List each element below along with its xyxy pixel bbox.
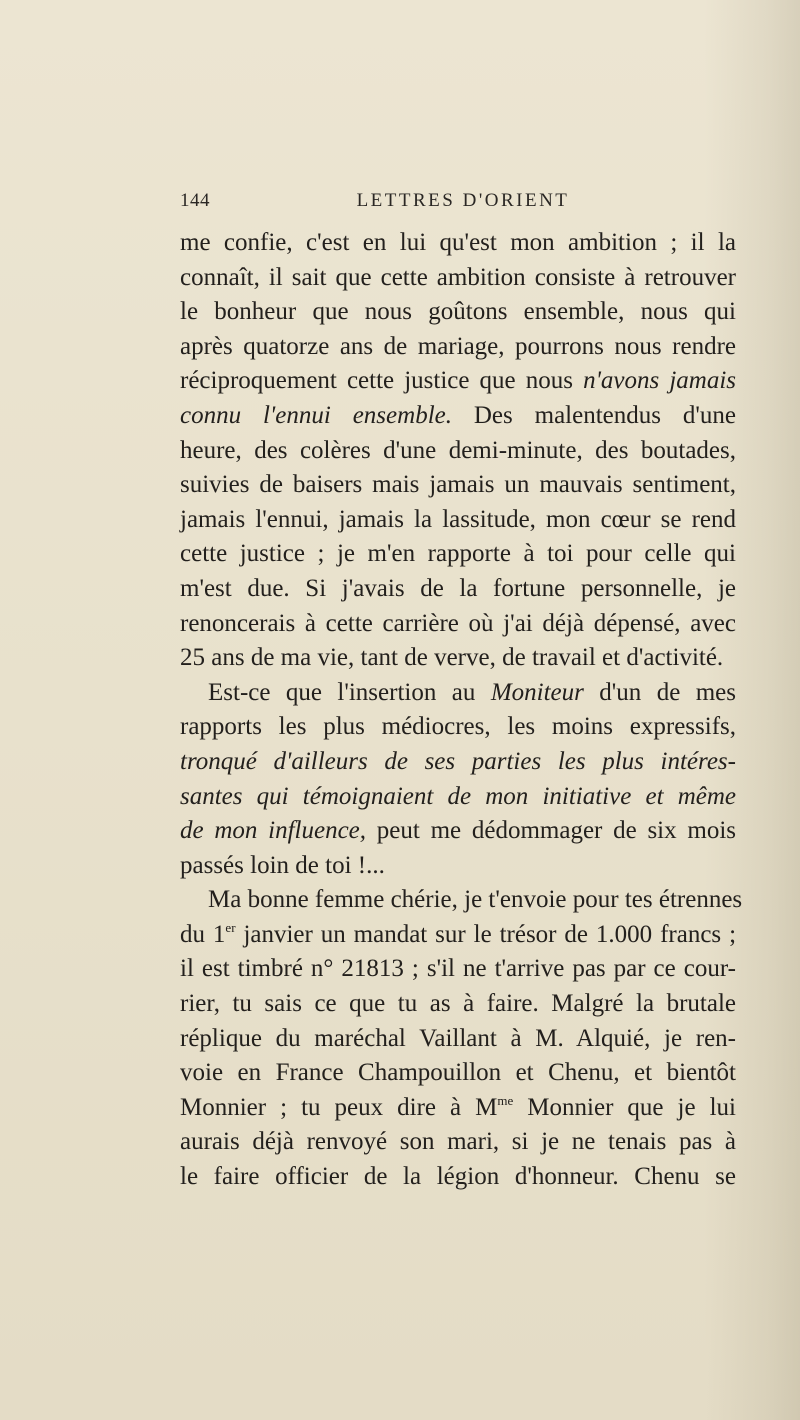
- text-line: [180, 468, 736, 503]
- text-line: [180, 399, 736, 434]
- italic-text: de mon influence,: [180, 817, 367, 845]
- text-line: [180, 814, 736, 849]
- text-segment: heure, des colères d'une demi-minute, des boutades,: [180, 436, 736, 464]
- text-line: [180, 1125, 736, 1160]
- text-line: [180, 226, 736, 261]
- text-segment: m'est due. Si j'avais de la fortune personnelle, je: [180, 574, 736, 602]
- text-segment: Monnier que je lui: [513, 1093, 736, 1121]
- text-line: [180, 849, 736, 884]
- text-line: [180, 745, 736, 780]
- text-segment: 25 ans de ma vie, tant de verve, de travail et d'activité.: [180, 644, 724, 672]
- superscript: me: [497, 1092, 514, 1108]
- body-text: [180, 226, 743, 1195]
- text-line: [180, 572, 736, 607]
- text-segment: jamais l'ennui, jamais la lassitude, mon cœur se rend: [180, 505, 736, 533]
- running-head: [180, 190, 736, 220]
- text-line: [180, 1160, 736, 1195]
- text-line: [180, 987, 736, 1022]
- text-segment: réciproquement cette justice que nous: [180, 367, 584, 395]
- text-segment: renoncerais à cette carrière où j'ai déjà dépensé, avec: [180, 609, 736, 637]
- text-segment: le faire officier de la légion d'honneur. Chenu se: [180, 1163, 736, 1191]
- text-line: [180, 503, 736, 538]
- superscript: er: [225, 919, 236, 935]
- text-line: [180, 1056, 736, 1091]
- text-line: [180, 641, 736, 676]
- text-segment: rapports les plus médiocres, les moins expressifs,: [180, 713, 736, 741]
- text-segment: peut me dédommager de six mois: [366, 817, 737, 845]
- text-segment: me confie, c'est en lui qu'est mon ambition ; il la: [180, 229, 736, 256]
- page-number: 144: [180, 190, 210, 211]
- text-segment: connaît, il sait que cette ambition consiste à retrouver: [180, 263, 736, 291]
- text-segment: Ma bonne femme chérie, je t'envoie pour tes étrennes: [208, 886, 743, 914]
- text-segment: janvier un mandat sur le trésor de 1.000 francs ;: [235, 920, 737, 948]
- text-segment: d'un de mes: [583, 678, 737, 706]
- text-line: [180, 434, 736, 469]
- text-line: [180, 261, 736, 296]
- text-segment: Monnier ; tu peux dire à M: [180, 1093, 498, 1121]
- text-line: [180, 607, 736, 642]
- text-segment: Est-ce que l'insertion au: [208, 678, 491, 706]
- text-line: [180, 537, 736, 572]
- text-segment: du 1: [180, 920, 226, 948]
- text-segment: rier, tu sais ce que tu as à faire. Malgré la brutale: [180, 990, 736, 1018]
- text-segment: Des malentendus d'une: [451, 401, 736, 429]
- text-segment: après quatorze ans de mariage, pourrons nous rendre: [180, 332, 736, 360]
- italic-text: Moniteur: [490, 678, 584, 706]
- text-segment: suivies de baisers mais jamais un mauvais sentiment,: [180, 471, 736, 499]
- text-line: [180, 364, 736, 399]
- text-line: [180, 295, 736, 330]
- text-line: [180, 1091, 736, 1126]
- text-line: [180, 883, 743, 918]
- text-line: [180, 710, 736, 745]
- text-line: [180, 918, 736, 953]
- italic-text: connu l'ennui ensemble.: [180, 401, 452, 429]
- text-line: [180, 676, 736, 711]
- italic-text: tronqué d'ailleurs de ses parties les plus intéres-: [180, 747, 736, 775]
- text-segment: aurais déjà renvoyé son mari, si je ne tenais pas à: [180, 1128, 736, 1156]
- text-segment: le bonheur que nous goûtons ensemble, nous qui: [180, 298, 736, 326]
- text-line: [180, 1022, 736, 1057]
- text-segment: réplique du maréchal Vaillant à M. Alquié, je ren-: [180, 1024, 736, 1052]
- running-title: LETTRES D'ORIENT: [356, 190, 570, 211]
- italic-text: santes qui témoignaient de mon initiative et même: [180, 782, 736, 810]
- text-line: [180, 952, 736, 987]
- text-line: [180, 330, 736, 365]
- text-segment: voie en France Champouillon et Chenu, et bientôt: [180, 1059, 736, 1087]
- italic-text: n'avons jamais: [583, 367, 736, 395]
- text-segment: passés loin de toi !...: [180, 851, 385, 879]
- text-line: [180, 780, 736, 815]
- text-segment: cette justice ; je m'en rapporte à toi pour celle qui: [180, 540, 736, 568]
- text-segment: il est timbré n° 21813 ; s'il ne t'arrive pas par ce cour-: [180, 955, 736, 983]
